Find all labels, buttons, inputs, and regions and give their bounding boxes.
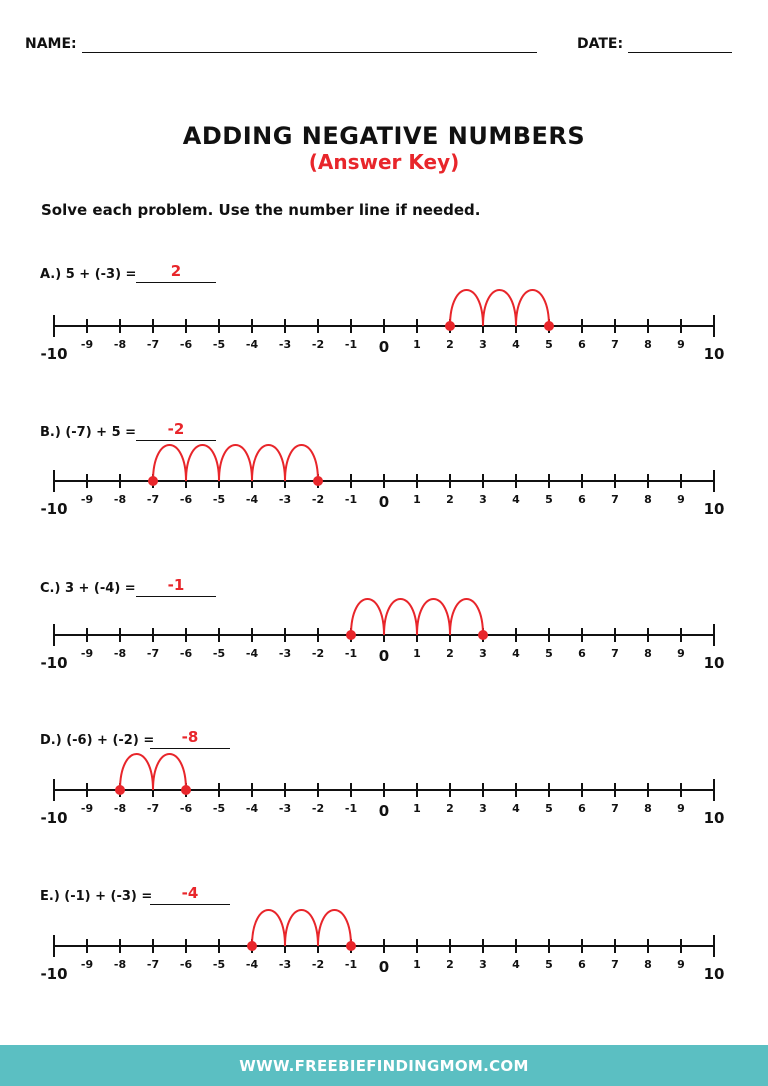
tick-label: 10 [703, 654, 725, 672]
tick-label: -3 [278, 493, 292, 506]
jump-arc [285, 910, 318, 946]
start-point [478, 630, 488, 640]
tick-label: 1 [413, 958, 421, 971]
tick-label: -6 [179, 647, 193, 660]
jump-arc [153, 445, 186, 481]
tick-label: -1 [344, 647, 358, 660]
tick-label: -6 [179, 338, 193, 351]
problem-label: E.) (-1) + (-3) = [40, 889, 153, 904]
tick-label: -8 [113, 338, 127, 351]
tick-label: -9 [80, 802, 94, 815]
tick-label: 4 [512, 338, 520, 351]
start-point [346, 941, 356, 951]
tick-label: 8 [644, 493, 652, 506]
tick-label: 8 [644, 802, 652, 815]
tick-label: -7 [146, 338, 160, 351]
tick-label: -6 [179, 958, 193, 971]
tick-label: 1 [413, 338, 421, 351]
jump-arc [450, 290, 483, 326]
tick-label: 1 [413, 802, 421, 815]
tick-label: -2 [311, 802, 325, 815]
tick-label: 7 [611, 493, 619, 506]
tick-label: 10 [703, 345, 725, 363]
tick-label: -9 [80, 493, 94, 506]
tick-label: -8 [113, 802, 127, 815]
tick-label: -3 [278, 647, 292, 660]
tick-label: -1 [344, 338, 358, 351]
tick-label: 4 [512, 493, 520, 506]
answer-value: -8 [181, 728, 199, 746]
number-line [0, 421, 768, 531]
tick-label: 0 [378, 802, 390, 820]
tick-label: 6 [578, 802, 586, 815]
jump-arc [417, 599, 450, 635]
tick-label: 0 [378, 338, 390, 356]
jump-arc [285, 445, 318, 481]
tick-label: 8 [644, 958, 652, 971]
tick-label: -5 [212, 493, 226, 506]
jump-arc [351, 599, 384, 635]
name-line[interactable] [82, 52, 537, 53]
tick-label: -4 [245, 802, 259, 815]
tick-label: -6 [179, 802, 193, 815]
tick-label: 8 [644, 647, 652, 660]
tick-label: 9 [677, 493, 685, 506]
jump-arc [153, 754, 186, 790]
tick-label: -8 [113, 958, 127, 971]
tick-label: -10 [40, 809, 68, 827]
tick-label: -1 [344, 958, 358, 971]
tick-label: 5 [545, 493, 553, 506]
end-point [445, 321, 455, 331]
jump-arc [516, 290, 549, 326]
footer-url[interactable]: WWW.FREEBIEFINDINGMOM.COM [239, 1057, 529, 1075]
tick-label: 0 [378, 647, 390, 665]
tick-label: -8 [113, 647, 127, 660]
number-line [0, 886, 768, 996]
jump-arc [186, 445, 219, 481]
tick-label: 3 [479, 647, 487, 660]
jump-arc [219, 445, 252, 481]
tick-label: 2 [446, 493, 454, 506]
tick-label: -8 [113, 493, 127, 506]
tick-label: 7 [611, 958, 619, 971]
tick-label: -10 [40, 654, 68, 672]
tick-label: 3 [479, 802, 487, 815]
jump-arc [483, 290, 516, 326]
jump-arc [252, 910, 285, 946]
tick-label: -3 [278, 802, 292, 815]
jump-arc [318, 910, 351, 946]
tick-label: -10 [40, 500, 68, 518]
end-point [346, 630, 356, 640]
tick-label: 9 [677, 338, 685, 351]
tick-label: -3 [278, 338, 292, 351]
tick-label: -7 [146, 647, 160, 660]
tick-label: 10 [703, 809, 725, 827]
tick-label: 8 [644, 338, 652, 351]
jump-arc [120, 754, 153, 790]
answer-value: -1 [167, 576, 185, 594]
tick-label: 0 [378, 958, 390, 976]
tick-label: 6 [578, 493, 586, 506]
tick-label: -2 [311, 338, 325, 351]
page-title: ADDING NEGATIVE NUMBERS [182, 122, 586, 150]
tick-label: 7 [611, 338, 619, 351]
tick-label: -4 [245, 958, 259, 971]
instructions: Solve each problem. Use the number line if needed. [41, 201, 481, 219]
tick-label: 5 [545, 338, 553, 351]
tick-label: -9 [80, 647, 94, 660]
tick-label: -10 [40, 345, 68, 363]
tick-label: -9 [80, 958, 94, 971]
tick-label: 4 [512, 647, 520, 660]
tick-label: 3 [479, 958, 487, 971]
problem-label: D.) (-6) + (-2) = [40, 733, 155, 748]
tick-label: -1 [344, 493, 358, 506]
tick-label: -3 [278, 958, 292, 971]
tick-label: -5 [212, 338, 226, 351]
number-line [0, 730, 768, 840]
tick-label: -5 [212, 802, 226, 815]
tick-label: 5 [545, 802, 553, 815]
tick-label: 0 [378, 493, 390, 511]
name-label: NAME: [25, 36, 77, 52]
problem-label: B.) (-7) + 5 = [40, 425, 137, 440]
tick-label: 1 [413, 647, 421, 660]
tick-label: 3 [479, 493, 487, 506]
start-point [181, 785, 191, 795]
jump-arc [450, 599, 483, 635]
tick-label: -10 [40, 965, 68, 983]
tick-label: 5 [545, 647, 553, 660]
tick-label: -9 [80, 338, 94, 351]
date-label: DATE: [577, 36, 624, 52]
tick-label: 5 [545, 958, 553, 971]
tick-label: -7 [146, 493, 160, 506]
tick-label: -5 [212, 647, 226, 660]
tick-label: 10 [703, 500, 725, 518]
tick-label: -1 [344, 802, 358, 815]
tick-label: -2 [311, 958, 325, 971]
tick-label: 2 [446, 958, 454, 971]
footer-bar [0, 1045, 768, 1086]
tick-label: 10 [703, 965, 725, 983]
answer-value: -4 [181, 884, 199, 902]
tick-label: 4 [512, 802, 520, 815]
tick-label: 4 [512, 958, 520, 971]
tick-label: 6 [578, 647, 586, 660]
jump-arc [252, 445, 285, 481]
date-line[interactable] [628, 52, 732, 53]
tick-label: -7 [146, 802, 160, 815]
tick-label: 9 [677, 958, 685, 971]
jump-arc [384, 599, 417, 635]
tick-label: -4 [245, 493, 259, 506]
problem-label: A.) 5 + (-3) = [40, 267, 137, 282]
tick-label: -4 [245, 338, 259, 351]
tick-label: 1 [413, 493, 421, 506]
answer-value: 2 [170, 262, 182, 280]
tick-label: 9 [677, 647, 685, 660]
page-subtitle: (Answer Key) [308, 150, 460, 174]
tick-label: -2 [311, 647, 325, 660]
tick-label: 6 [578, 338, 586, 351]
tick-label: -2 [311, 493, 325, 506]
answer-value: -2 [167, 420, 185, 438]
tick-label: 9 [677, 802, 685, 815]
tick-label: -6 [179, 493, 193, 506]
tick-label: 2 [446, 647, 454, 660]
tick-label: 7 [611, 647, 619, 660]
tick-label: 7 [611, 802, 619, 815]
tick-label: -4 [245, 647, 259, 660]
problem-label: C.) 3 + (-4) = [40, 581, 136, 596]
start-point [544, 321, 554, 331]
start-point [148, 476, 158, 486]
end-point [313, 476, 323, 486]
number-line [0, 266, 768, 376]
tick-label: 2 [446, 802, 454, 815]
tick-label: 6 [578, 958, 586, 971]
end-point [247, 941, 257, 951]
tick-label: 2 [446, 338, 454, 351]
tick-label: -7 [146, 958, 160, 971]
tick-label: -5 [212, 958, 226, 971]
end-point [115, 785, 125, 795]
number-line [0, 575, 768, 685]
tick-label: 3 [479, 338, 487, 351]
